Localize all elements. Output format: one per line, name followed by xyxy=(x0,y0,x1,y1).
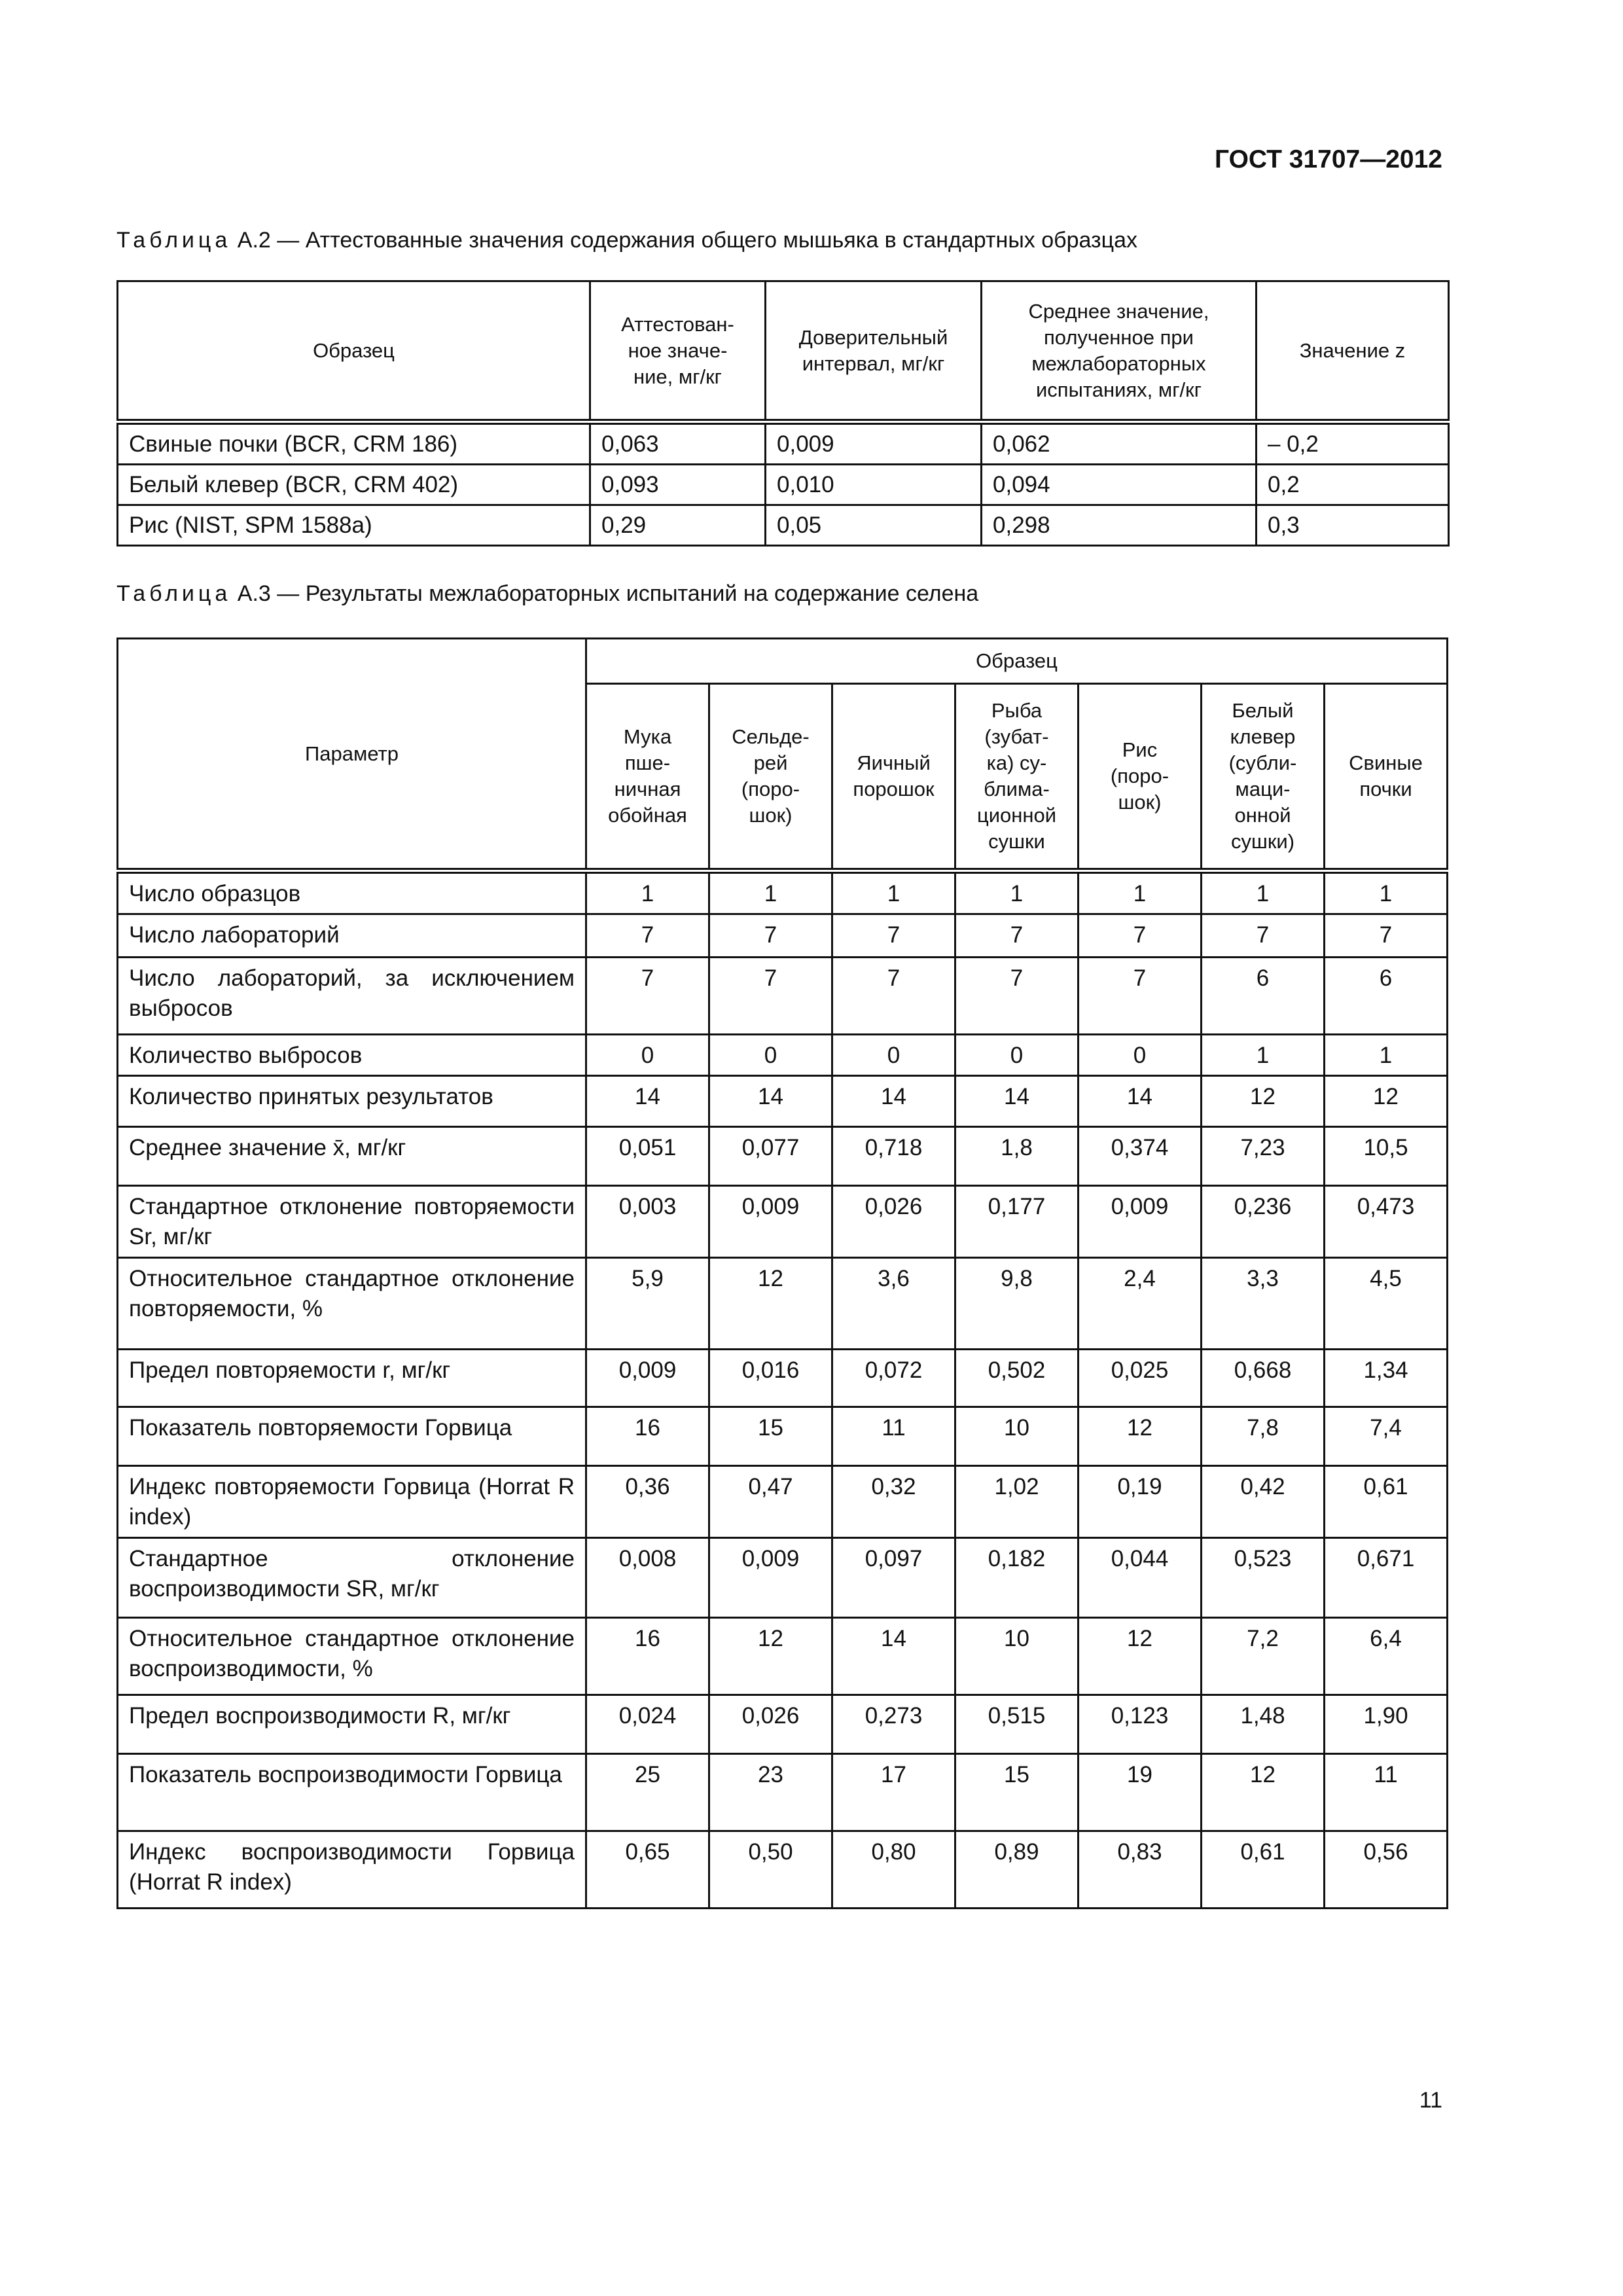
value-cell: 1 xyxy=(1202,1035,1325,1076)
param-cell: Индекс воспроизводимости Горвица (Horrat R index) xyxy=(118,1831,586,1909)
param-cell: Количество принятых результатов xyxy=(118,1076,586,1127)
column-header: Доверительный интервал, мг/кг xyxy=(766,281,982,422)
column-header: Аттестован-ное значе-ние, мг/кг xyxy=(590,281,766,422)
param-header: Параметр xyxy=(118,639,586,871)
value-cell: 7 xyxy=(832,958,955,1035)
value-cell: 12 xyxy=(1202,1754,1325,1831)
param-cell: Относительное стандартное отклонение повторяемости, % xyxy=(118,1258,586,1350)
value-cell: 7 xyxy=(955,958,1079,1035)
value-cell: 0,89 xyxy=(955,1831,1079,1909)
value-cell: 6 xyxy=(1325,958,1448,1035)
value-cell: 23 xyxy=(709,1754,832,1831)
value-cell: 14 xyxy=(832,1076,955,1127)
value-cell: 0,83 xyxy=(1079,1831,1202,1909)
param-cell: Предел повторяемости r, мг/кг xyxy=(118,1350,586,1407)
table-cell: Белый клевер (BCR, CRM 402) xyxy=(118,465,590,505)
param-cell: Стандартное отклонение воспроизводимости SR, мг/кг xyxy=(118,1538,586,1618)
table-row xyxy=(118,1538,1448,1618)
table-row xyxy=(118,1695,1448,1754)
column-header: Значение z xyxy=(1257,281,1449,422)
value-cell: 0,50 xyxy=(709,1831,832,1909)
table-row xyxy=(118,1407,1448,1466)
caption-lead: Таблица xyxy=(116,228,232,253)
value-cell: 7 xyxy=(1079,958,1202,1035)
value-cell: 0,051 xyxy=(586,1127,709,1186)
param-cell: Стандартное отклонение повторяемости Sr, мг/кг xyxy=(118,1186,586,1258)
value-cell: 1 xyxy=(832,871,955,914)
value-cell: 0,718 xyxy=(832,1127,955,1186)
table-row xyxy=(118,1831,1448,1909)
value-cell: 1 xyxy=(1079,871,1202,914)
table-cell: 0,05 xyxy=(766,505,982,546)
value-cell: 9,8 xyxy=(955,1258,1079,1350)
value-cell: 10,5 xyxy=(1325,1127,1448,1186)
sample-header: Мука пше-ничная обойная xyxy=(586,684,709,871)
value-cell: 0,009 xyxy=(709,1538,832,1618)
value-cell: 7 xyxy=(1325,914,1448,958)
value-cell: 14 xyxy=(709,1076,832,1127)
value-cell: 0,515 xyxy=(955,1695,1079,1754)
value-cell: 7,8 xyxy=(1202,1407,1325,1466)
table-cell: 0,093 xyxy=(590,465,766,505)
value-cell: 0,026 xyxy=(709,1695,832,1754)
value-cell: 0,123 xyxy=(1079,1695,1202,1754)
value-cell: 0 xyxy=(1079,1035,1202,1076)
sample-header: Свиные почки xyxy=(1325,684,1448,871)
caption-text: А.3 — Результаты межлабораторных испытаний на содержание селена xyxy=(237,581,979,606)
sample-header: Рис (поро-шок) xyxy=(1079,684,1202,871)
value-cell: 0,19 xyxy=(1079,1466,1202,1538)
param-cell: Показатель повторяемости Горвица xyxy=(118,1407,586,1466)
value-cell: 12 xyxy=(1079,1407,1202,1466)
table-cell: 0,2 xyxy=(1257,465,1449,505)
value-cell: 0,026 xyxy=(832,1186,955,1258)
value-cell: 0,56 xyxy=(1325,1831,1448,1909)
value-cell: 0,668 xyxy=(1202,1350,1325,1407)
value-cell: 4,5 xyxy=(1325,1258,1448,1350)
value-cell: 19 xyxy=(1079,1754,1202,1831)
value-cell: 1,02 xyxy=(955,1466,1079,1538)
table-row xyxy=(118,1618,1448,1695)
sample-header: Белый клевер (субли-маци-онной сушки) xyxy=(1202,684,1325,871)
sample-header: Рыба (зубат-ка) су-блима-ционной сушки xyxy=(955,684,1079,871)
table-row xyxy=(118,914,1448,958)
value-cell: 7 xyxy=(955,914,1079,958)
value-cell: 7 xyxy=(832,914,955,958)
value-cell: 0,32 xyxy=(832,1466,955,1538)
param-cell: Число образцов xyxy=(118,871,586,914)
value-cell: 1,34 xyxy=(1325,1350,1448,1407)
document-id: ГОСТ 31707—2012 xyxy=(1215,145,1442,173)
value-cell: 16 xyxy=(586,1618,709,1695)
table-row xyxy=(118,871,1448,914)
value-cell: 2,4 xyxy=(1079,1258,1202,1350)
value-cell: 1 xyxy=(1325,871,1448,914)
value-cell: 0,523 xyxy=(1202,1538,1325,1618)
value-cell: 14 xyxy=(955,1076,1079,1127)
table-a2-caption xyxy=(116,228,1137,253)
value-cell: 7 xyxy=(586,914,709,958)
sample-group-header: Образец xyxy=(586,639,1448,684)
table-cell: – 0,2 xyxy=(1257,422,1449,465)
value-cell: 0,273 xyxy=(832,1695,955,1754)
value-cell: 0,671 xyxy=(1325,1538,1448,1618)
table-row xyxy=(118,1350,1448,1407)
value-cell: 1 xyxy=(1202,871,1325,914)
value-cell: 7 xyxy=(709,958,832,1035)
column-header: Образец xyxy=(118,281,590,422)
value-cell: 10 xyxy=(955,1618,1079,1695)
value-cell: 0,044 xyxy=(1079,1538,1202,1618)
value-cell: 0,025 xyxy=(1079,1350,1202,1407)
value-cell: 0,003 xyxy=(586,1186,709,1258)
value-cell: 6,4 xyxy=(1325,1618,1448,1695)
table-row xyxy=(118,958,1448,1035)
table-cell: 0,063 xyxy=(590,422,766,465)
table-row xyxy=(118,1754,1448,1831)
value-cell: 1,48 xyxy=(1202,1695,1325,1754)
value-cell: 0,009 xyxy=(1079,1186,1202,1258)
value-cell: 0,47 xyxy=(709,1466,832,1538)
value-cell: 10 xyxy=(955,1407,1079,1466)
value-cell: 15 xyxy=(709,1407,832,1466)
value-cell: 1 xyxy=(955,871,1079,914)
value-cell: 7 xyxy=(709,914,832,958)
value-cell: 1,90 xyxy=(1325,1695,1448,1754)
value-cell: 0,80 xyxy=(832,1831,955,1909)
value-cell: 1 xyxy=(709,871,832,914)
param-cell: Число лабораторий, за исключением выбросов xyxy=(118,958,586,1035)
table-row xyxy=(118,505,1449,546)
param-cell: Среднее значение x̄, мг/кг xyxy=(118,1127,586,1186)
value-cell: 12 xyxy=(1325,1076,1448,1127)
value-cell: 17 xyxy=(832,1754,955,1831)
value-cell: 0,182 xyxy=(955,1538,1079,1618)
caption-text: А.2 — Аттестованные значения содержания общего мышьяка в стандартных образцах xyxy=(237,228,1137,253)
value-cell: 7 xyxy=(1079,914,1202,958)
value-cell: 0,42 xyxy=(1202,1466,1325,1538)
value-cell: 1,8 xyxy=(955,1127,1079,1186)
value-cell: 12 xyxy=(709,1258,832,1350)
value-cell: 14 xyxy=(1079,1076,1202,1127)
table-cell: 0,3 xyxy=(1257,505,1449,546)
value-cell: 7 xyxy=(586,958,709,1035)
value-cell: 0,009 xyxy=(586,1350,709,1407)
value-cell: 0,024 xyxy=(586,1695,709,1754)
table-a3-caption xyxy=(116,581,978,607)
column-header: Среднее значение, полученное при межлабораторных испытаниях, мг/кг xyxy=(982,281,1257,422)
value-cell: 16 xyxy=(586,1407,709,1466)
value-cell: 11 xyxy=(832,1407,955,1466)
table-cell: Рис (NIST, SPM 1588a) xyxy=(118,505,590,546)
table-row xyxy=(118,1076,1448,1127)
value-cell: 1 xyxy=(1325,1035,1448,1076)
value-cell: 0,016 xyxy=(709,1350,832,1407)
value-cell: 0,473 xyxy=(1325,1186,1448,1258)
param-cell: Количество выбросов xyxy=(118,1035,586,1076)
table-row xyxy=(118,1466,1448,1538)
value-cell: 6 xyxy=(1202,958,1325,1035)
value-cell: 0 xyxy=(955,1035,1079,1076)
table-row xyxy=(118,422,1449,465)
param-cell: Предел воспроизводимости R, мг/кг xyxy=(118,1695,586,1754)
param-cell: Относительное стандартное отклонение воспроизводимости, % xyxy=(118,1618,586,1695)
value-cell: 0,374 xyxy=(1079,1127,1202,1186)
value-cell: 0 xyxy=(832,1035,955,1076)
value-cell: 25 xyxy=(586,1754,709,1831)
value-cell: 1 xyxy=(586,871,709,914)
table-cell: Свиные почки (BCR, CRM 186) xyxy=(118,422,590,465)
table-row xyxy=(118,1035,1448,1076)
table-cell: 0,298 xyxy=(982,505,1257,546)
value-cell: 0,61 xyxy=(1202,1831,1325,1909)
value-cell: 14 xyxy=(586,1076,709,1127)
value-cell: 3,6 xyxy=(832,1258,955,1350)
table-row xyxy=(118,465,1449,505)
value-cell: 7 xyxy=(1202,914,1325,958)
table-row xyxy=(118,1186,1448,1258)
value-cell: 11 xyxy=(1325,1754,1448,1831)
table-row xyxy=(118,1258,1448,1350)
value-cell: 0,36 xyxy=(586,1466,709,1538)
value-cell: 0,008 xyxy=(586,1538,709,1618)
value-cell: 0,236 xyxy=(1202,1186,1325,1258)
value-cell: 0 xyxy=(709,1035,832,1076)
value-cell: 0,077 xyxy=(709,1127,832,1186)
value-cell: 12 xyxy=(709,1618,832,1695)
value-cell: 12 xyxy=(1202,1076,1325,1127)
value-cell: 0,61 xyxy=(1325,1466,1448,1538)
value-cell: 0,072 xyxy=(832,1350,955,1407)
page-number: 11 xyxy=(1419,2088,1442,2113)
value-cell: 0,502 xyxy=(955,1350,1079,1407)
value-cell: 0,097 xyxy=(832,1538,955,1618)
table-cell: 0,062 xyxy=(982,422,1257,465)
caption-lead: Таблица xyxy=(116,581,232,606)
value-cell: 14 xyxy=(832,1618,955,1695)
sample-header: Сельде-рей (поро-шок) xyxy=(709,684,832,871)
value-cell: 7,4 xyxy=(1325,1407,1448,1466)
param-cell: Показатель воспроизводимости Горвица xyxy=(118,1754,586,1831)
value-cell: 3,3 xyxy=(1202,1258,1325,1350)
table-a2 xyxy=(116,280,1450,547)
value-cell: 7,23 xyxy=(1202,1127,1325,1186)
table-cell: 0,094 xyxy=(982,465,1257,505)
value-cell: 7,2 xyxy=(1202,1618,1325,1695)
table-a3 xyxy=(116,637,1448,1909)
sample-header: Яичный порошок xyxy=(832,684,955,871)
value-cell: 0,009 xyxy=(709,1186,832,1258)
value-cell: 15 xyxy=(955,1754,1079,1831)
value-cell: 0,177 xyxy=(955,1186,1079,1258)
table-cell: 0,29 xyxy=(590,505,766,546)
value-cell: 0 xyxy=(586,1035,709,1076)
value-cell: 12 xyxy=(1079,1618,1202,1695)
param-cell: Число лабораторий xyxy=(118,914,586,958)
value-cell: 0,65 xyxy=(586,1831,709,1909)
table-row xyxy=(118,1127,1448,1186)
param-cell: Индекс повторяемости Горвица (Horrat R index) xyxy=(118,1466,586,1538)
value-cell: 5,9 xyxy=(586,1258,709,1350)
table-cell: 0,010 xyxy=(766,465,982,505)
table-cell: 0,009 xyxy=(766,422,982,465)
